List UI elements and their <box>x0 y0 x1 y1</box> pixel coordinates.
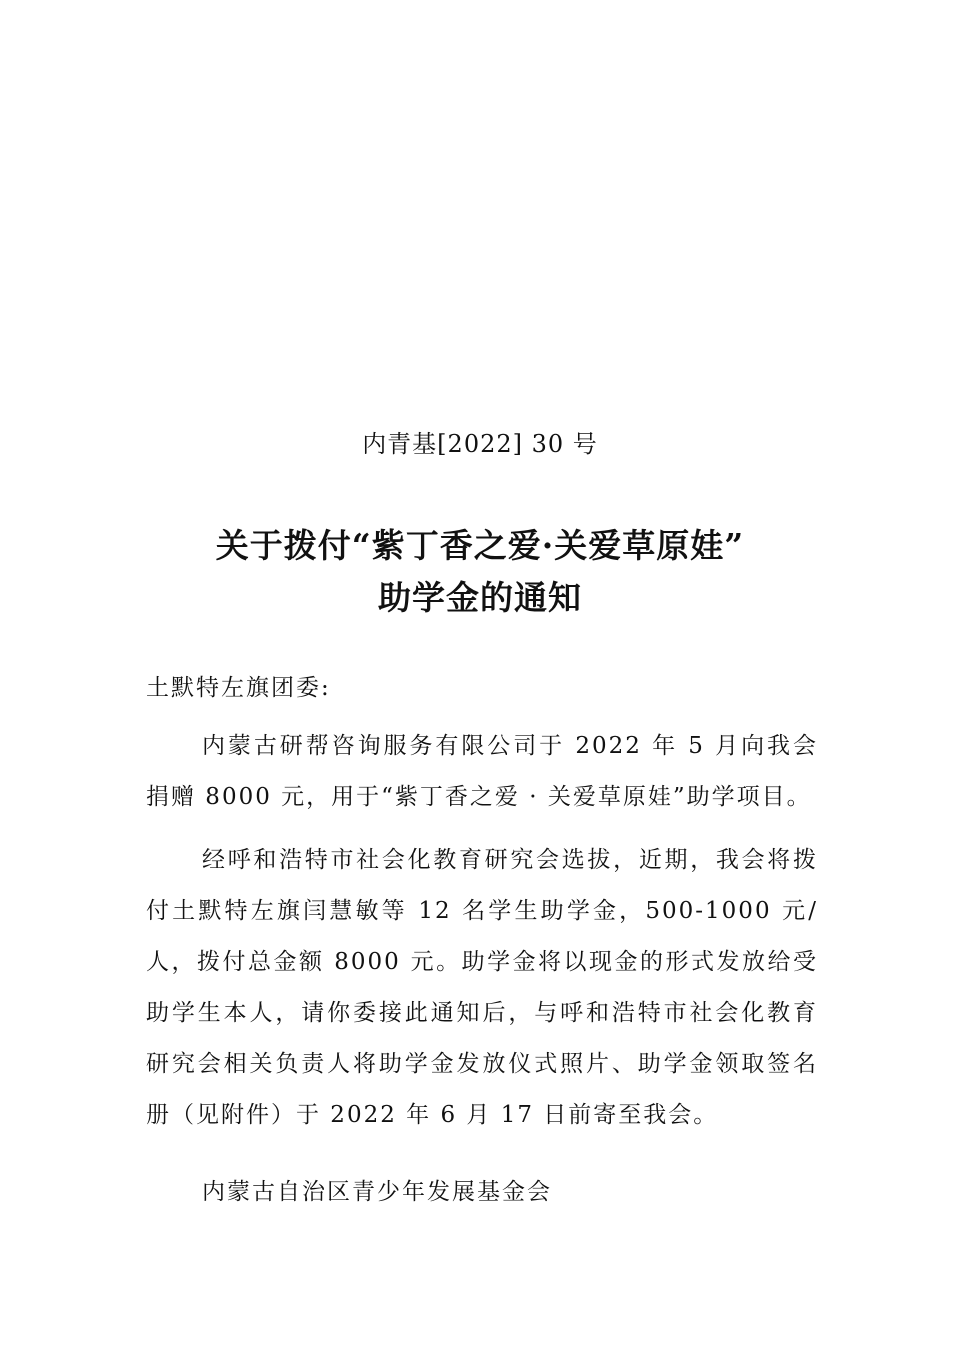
document-body <box>146 721 818 1141</box>
title-line-2: 助学金的通知 <box>378 578 582 617</box>
document-title <box>80 520 880 624</box>
body-paragraph-1: 内蒙古研帮咨询服务有限公司于 2022 年 5 月向我会捐赠 8000 元，用于“紫丁香之爱 · 关爱草原娃”助学项目。 <box>146 733 818 810</box>
title-line-1: 关于拨付“紫丁香之爱·关爱草原娃” <box>215 526 745 565</box>
body-paragraph-2: 经呼和浩特市社会化教育研究会选拔，近期，我会将拨付土默特左旗闫慧敏等 12 名学生助学金，500-1000 元/人，拨付总金额 8000 元。助学金将以现金的形式发放给受助学生本人，请你委接此通知后，与呼和浩特市社会化教育研究会相关负责人将助学金发放仪式照片、助学金领取签名册（见附件）于 2022 年 6 月 17 日前寄至我会。 <box>146 847 818 1128</box>
recipient-line: 土默特左旗团委: <box>146 675 331 701</box>
signature-organization: 内蒙古自治区青少年发展基金会 <box>202 1179 552 1205</box>
document-number: 内青基[2022] 30 号 <box>362 430 598 458</box>
